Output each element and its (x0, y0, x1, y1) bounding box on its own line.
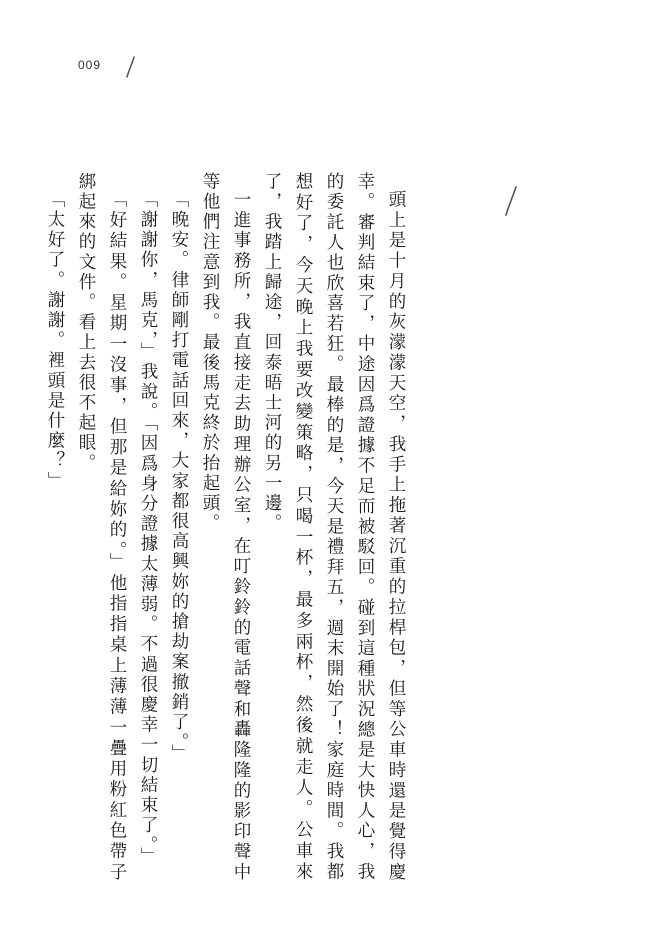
paragraph: 一進事務所，我直接走去助理辦公室，在叮鈴鈴的電話聲和轟隆隆的影印聲中等他們注意到我。最後馬克終於抬起頭。 (200, 172, 251, 882)
paragraph: 「太好了。謝謝。裡頭是什麼？」 (45, 189, 65, 491)
pencil-mark-right (503, 186, 519, 216)
paragraph: 「好結果。星期一沒事，但那是給妳的。」他指指桌上薄薄一疊用粉紅色帶子綁起來的文件。看上去很不起眼。 (76, 172, 127, 882)
paragraph: 頭上是十月的灰濛濛天空，我手上拖著沉重的拉桿包，但等公車時還是覺得慶幸。審判結束了，中途因爲證據不足而被駁回。碰到這種狀況總是大快人心，我的委託人也欣喜若狂。最棒的是，今天是禮拜五，週末開始了！家庭時間。我都想好了，今天晚上我要改變策略，只喝一杯，最多兩杯，然後就走人。公車來了，我踏上歸途，回泰晤士河的另一邊。 (262, 172, 406, 882)
page-number: 009 (78, 58, 102, 72)
pencil-mark-top (125, 56, 137, 78)
body-text (39, 172, 411, 882)
paragraph: 「謝謝你，馬克，」我說。「因爲身分證據太薄弱。不過很慶幸一切結束了。」 (138, 189, 158, 867)
paragraph: 「晚安。律師剛打電話回來，大家都很高興妳的搶劫案撤銷了。」 (169, 189, 189, 764)
